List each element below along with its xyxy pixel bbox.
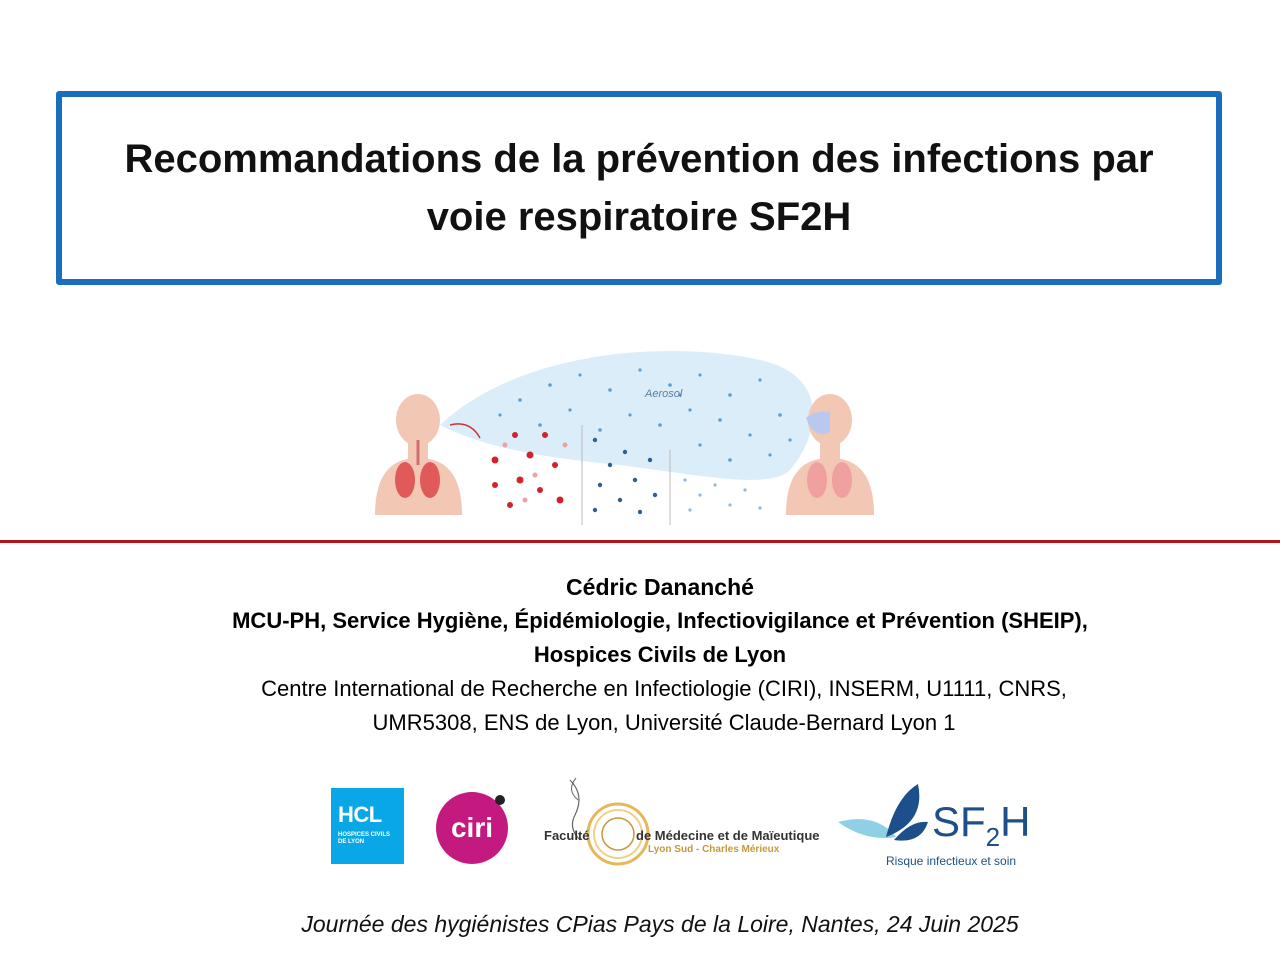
aerosol-transmission-illustration <box>370 340 880 530</box>
footer-event <box>0 906 1280 942</box>
aerosol-label: Aerosol <box>645 388 683 400</box>
sf2h-logo <box>836 782 1036 872</box>
affiliation-line-1: MCU-PH, Service Hygiène, Épidémiologie, Infectiovigilance et Prévention (SHEIP), <box>232 608 1088 633</box>
author-name: Cédric Dananché <box>566 574 754 600</box>
affiliation-line-4: UMR5308, ENS de Lyon, Université Claude-Bernard Lyon 1 <box>372 710 956 735</box>
logos-row <box>0 770 1280 880</box>
slide-title <box>74 130 1204 246</box>
red-divider <box>0 540 1280 543</box>
hcl-logo <box>331 788 404 864</box>
ciri-logo <box>434 790 510 866</box>
title-line-1: Recommandations de la prévention des infections par <box>124 137 1154 181</box>
hcl-logo-text: HCL <box>338 802 382 827</box>
faculte-logo-subtext: Lyon Sud - Charles Mérieux <box>648 844 780 855</box>
hcl-logo-subtext: HOSPICES CIVILS DE LYON <box>338 832 391 845</box>
sf2h-logo-digit: 2 <box>985 822 1001 852</box>
faculte-logo <box>540 770 820 870</box>
author-block <box>0 570 1280 740</box>
left-person-icon <box>375 394 462 515</box>
affiliation-line-2: Hospices Civils de Lyon <box>533 642 787 667</box>
faculte-logo-text-left: Faculté <box>544 828 590 843</box>
title-line-2: voie respiratoire SF2H <box>426 195 852 239</box>
affiliation-line-3: Centre International de Recherche en Infectiologie (CIRI), INSERM, U1111, CNRS, <box>261 676 1067 701</box>
footer-text: Journée des hygiénistes CPias Pays de la Loire, Nantes, 24 Juin 2025 <box>301 911 1019 937</box>
sf2h-logo-sf: SF <box>932 798 986 845</box>
title-box <box>56 91 1222 285</box>
sf2h-tagline: Risque infectieux et soin <box>886 854 1017 868</box>
sf2h-logo-h: H <box>1000 798 1031 845</box>
faculte-emblem-icon <box>540 770 820 870</box>
faculte-logo-text-right: de Médecine et de Maïeutique <box>636 828 820 843</box>
ciri-logo-text: ciri <box>450 812 494 843</box>
